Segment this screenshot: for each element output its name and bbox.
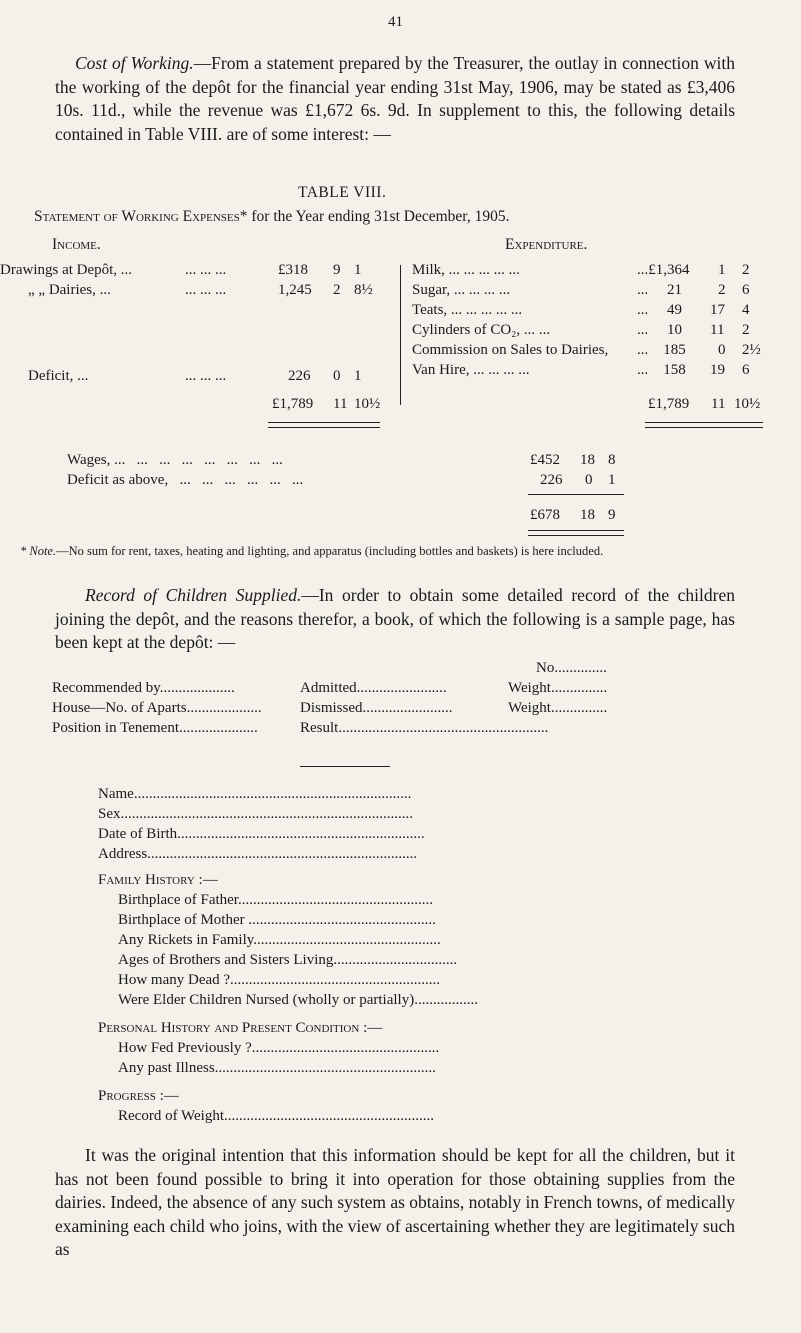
form-admitted-field: Admitted........................ — [300, 680, 447, 696]
form-personal-field: Any past Illness........................................................... — [118, 1060, 436, 1076]
table-divider — [400, 265, 401, 405]
form-address-field: Address........................................................................ — [98, 846, 418, 862]
form-weight-field-2: Weight............... — [508, 700, 608, 716]
form-dob-field: Date of Birth.................................................................. — [98, 826, 425, 842]
personal-history-heading: Personal History and Present Condition :— — [98, 1020, 383, 1036]
form-house-field: House—No. of Aparts.................... — [52, 700, 262, 716]
expenditure-header: Expenditure. — [505, 236, 588, 253]
record-lead: Record of Children Supplied. — [85, 585, 302, 605]
form-dismissed-field: Dismissed........................ — [300, 700, 453, 716]
summary-total-rule — [528, 530, 624, 536]
form-personal-field: How Fed Previously ?.................................................. — [118, 1040, 440, 1056]
family-history-heading: Family History :— — [98, 872, 218, 888]
form-position-field: Position in Tenement..................... — [52, 720, 258, 736]
form-no-field: No.............. — [536, 660, 607, 676]
form-family-field: Were Elder Children Nursed (wholly or partially)................. — [118, 992, 478, 1008]
intro-paragraph — [55, 52, 735, 146]
form-progress-field: Record of Weight........................................................ — [118, 1108, 434, 1124]
form-family-field: Birthplace of Father.................................................... — [118, 892, 433, 908]
progress-heading: Progress :— — [98, 1088, 179, 1104]
form-result-field: Result........................................................ — [300, 720, 549, 736]
income-total-rule — [268, 422, 380, 428]
document-page: 41 Cost of Working.—From a statement prepared by the Treasurer, the outlay in connection with the working of the depôt for the financial year ending 31st May, 1906, may be stated as £3,406 10s. 11d., while the revenue was £1,672 6s. 9d. In supplement to this, the following details contained in Table VIII. are of some interest: — TABLE VIII. Statement of Working Expenses* for the Year ending 31st December, 1905. Income. Expenditure. Drawings at Depôt, ... ... ... ... £318 9 1 „ „ Dairies, ... ... ... ... 1,245 2 8½ Deficit, ... ... ... ... 226 0 1 £1,789 11 10½ Milk, ... ... ... ... ... ...£1,364 1 2 Sugar, ... ... ... ... ... 21 2 6 Teats, ... ... ... ... ... ... 49 17 4 Cylinders of CO₂, ... ... ... 10 11 2 Commission on Sales to Dairies, ... 185 0 2½ Van Hire, ... ... ... ... ... 158 19 6 £1,789 11 10½ Wages, ... ... ... ... ... ... ... ... £452 18 8 Deficit as above, ... ... ... ... ... ... 226 0 1 £678 18 9 * Note.—No sum for rent, taxes, heating and lighting, and apparatus (including bottles and baskets) is here included. Record of Children Supplied.—In order to obtain some detailed record of the children joining the depôt, and the reasons therefor, a book, of which the following is a sample page, has been kept at the depôt: — No.............. Recommended by.................... Admitted........................ Weight............... House—No. of Aparts.................... Dismissed........................ Weight............... Position in Tenement..................... Result........................................................ Name.......................................................................... Sex.............................................................................. Date of Birth.................................................................. Address........................................................................ Family History :— Birthplace of Father.................................................... Birthplace of Mother .................................................. Any Rickets in Family.................................................. Ages of Brothers and Sisters Living................................. How many Dead ?........................................................ Were Elder Children Nursed (wholly or partially)................. Personal History and Present Condition :— How Fed Previously ?.................................................. Any past Illness........................................................... Progress :— Record of Weight........................................................ It was the original intention that this information should be kept for all the children, but it has not been found possible to bring it into operation for those obtaining supplies from the dairies. Indeed, the absence of any such system as obtains, notably in French towns, of medically examining each child who joins, with the view of ascertaining whether they are legitimately such as — [0, 0, 801, 1333]
table-note: * Note.—No sum for rent, taxes, heating and lighting, and apparatus (including bottles and baskets) is here included. — [20, 544, 604, 558]
expenditure-total-rule — [645, 422, 763, 428]
form-family-field: Any Rickets in Family.................................................. — [118, 932, 441, 948]
closing-paragraph: It was the original intention that this information should be kept for all the children, but it has not been found possible to bring it into operation for those obtaining supplies from the dairies. Indeed, the absence of any such system as obtains, notably in French towns, of medically examining each child who joins, with the view of ascertaining whether they are legitimately such as — [55, 1145, 735, 1259]
form-recommended-field: Recommended by.................... — [52, 680, 235, 696]
record-paragraph — [55, 584, 735, 655]
form-family-field: Ages of Brothers and Sisters Living................................. — [118, 952, 458, 968]
intro-lead: Cost of Working. — [75, 53, 194, 73]
page-number: 41 — [388, 14, 403, 30]
income-header: Income. — [52, 236, 101, 253]
form-name-field: Name.......................................................................... — [98, 786, 412, 802]
form-sex-field: Sex.............................................................................. — [98, 806, 413, 822]
form-family-field: How many Dead ?........................................................ — [118, 972, 441, 988]
form-separator — [300, 766, 390, 767]
summary-rule — [528, 494, 624, 495]
table-label: TABLE VIII. — [298, 184, 387, 201]
intro-text: —From a statement prepared by the Treasurer, the outlay in connection with the working of the depôt for the financial year ending 31st May, 1906, may be stated as £3,406 10s. 11d., while the revenue was £1,672 6s. 9d. In supplement to this, the following details contained in Table VIII. are of some interest: — — [55, 53, 735, 144]
record-text: —In order to obtain some detailed record of the children joining the depôt, and the reasons therefor, a book, of which the following is a sample page, has been kept at the depôt: — — [55, 585, 735, 652]
table-title: Statement of Working Expenses* for the Year ending 31st December, 1905. — [34, 208, 510, 225]
form-weight-field: Weight............... — [508, 680, 608, 696]
form-family-field: Birthplace of Mother .................................................. — [118, 912, 436, 928]
